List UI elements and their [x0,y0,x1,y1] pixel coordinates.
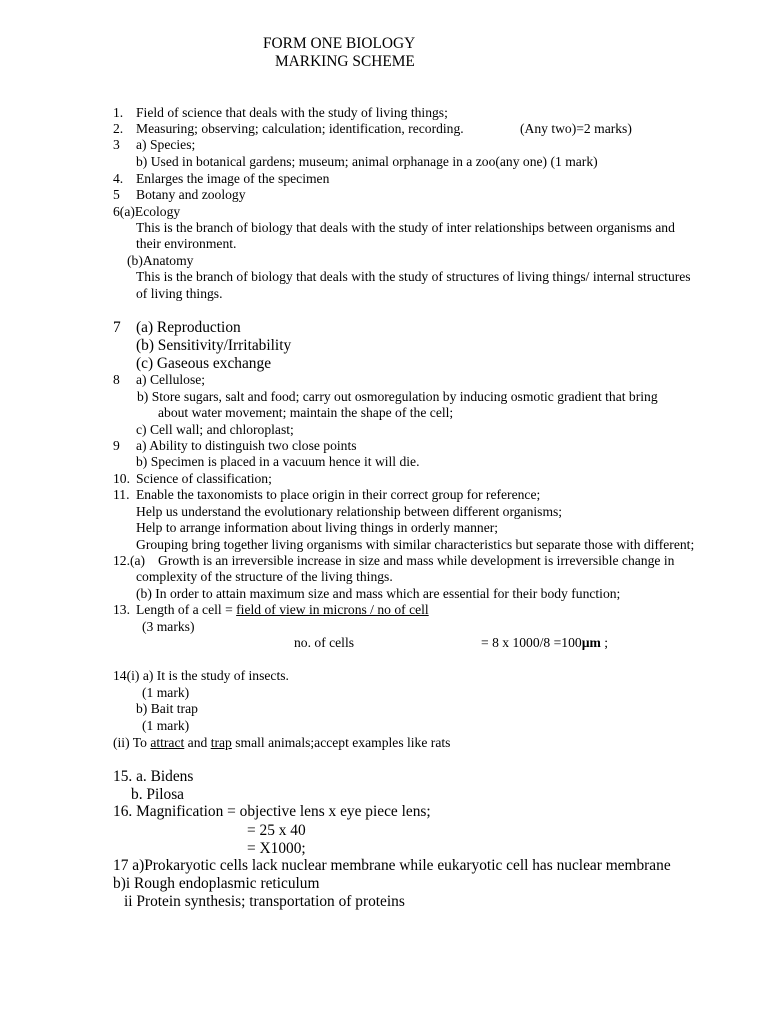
q14i-a-marks: (1 mark) [142,685,190,700]
q13-marks: (3 marks) [142,619,195,634]
q11-answer-line4: Grouping bring together living organisms with similar characteristics but separate those with different; [136,537,695,552]
q5-answer: Botany and zoology [136,187,246,202]
q11-answer-line1: Enable the taxonomists to place origin in their correct group for reference; [136,487,541,502]
q15-answer-a: 15. a. Bidens [113,768,194,785]
q4-number: 4. [113,171,124,186]
q16-answer-line3: = X1000; [247,840,306,857]
q8-answer-b-line2: about water movement; maintain the shape of the cell; [158,405,454,420]
q2-marks-note: (Any two)=2 marks) [520,121,632,136]
q6b-answer-line1: This is the branch of biology that deals with the study of structures of living things/ internal structures [136,269,691,284]
q6a-heading: 6(a)Ecology [113,204,181,219]
q13-answer [136,602,429,618]
q8-answer-c: c) Cell wall; and chloroplast; [136,422,294,437]
q3-answer-b: b) Used in botanical gardens; museum; animal orphanage in a zoo(any one) (1 mark) [136,154,598,169]
page-title: FORM ONE BIOLOGY [263,35,416,52]
q9-answer-b: b) Specimen is placed in a vacuum hence it will die. [136,454,420,469]
q5-number: 5 [113,187,120,202]
q14ii-trap: trap [210,735,232,750]
q7-number: 7 [113,319,121,336]
q7-answer-c: (c) Gaseous exchange [136,355,272,372]
q11-number: 11. [113,487,130,502]
q17-answer-bi: b)i Rough endoplasmic reticulum [113,875,320,892]
page-subtitle: MARKING SCHEME [275,53,415,70]
q14ii-lead: (ii) To [113,735,151,750]
q13-result-unit: µm [581,635,601,650]
q2-number: 2. [113,121,124,136]
q12-answer-a-line1: Growth is an irreversible increase in size and mass while development is irreversible change in [158,553,675,568]
q10-number: 10. [113,471,130,486]
q17-answer-a: 17 a)Prokaryotic cells lack nuclear membrane while eukaryotic cell has nuclear membrane [113,857,671,874]
q9-answer-a: a) Ability to distinguish two close points [136,438,357,453]
q12-answer-a-line2: complexity of the structure of the living things. [136,569,393,584]
q6b-answer-line2: of living things. [136,286,223,301]
q8-number: 8 [113,372,120,387]
q8-answer-b-line1: b) Store sugars, salt and food; carry out osmoregulation by inducing osmotic gradient that bring [137,389,658,404]
q12-answer-b: (b) In order to attain maximum size and mass which are essential for their body function; [136,586,621,601]
q3-number: 3 [113,137,120,152]
q16-answer-line2: = 25 x 40 [247,822,306,839]
q17-answer-bii: ii Protein synthesis; transportation of proteins [124,893,405,910]
q9-number: 9 [113,438,120,453]
q13-lead: Length of a cell = [136,602,237,617]
q10-answer: Science of classification; [136,471,272,486]
q13-number: 13. [113,602,130,617]
q12-number: 12.(a) [113,553,146,568]
q1-answer: Field of science that deals with the study of living things; [136,105,448,120]
q11-answer-line2: Help us understand the evolutionary relationship between different organisms; [136,504,563,519]
q4-answer: Enlarges the image of the specimen [136,171,330,186]
q11-answer-line3: Help to arrange information about living things in orderly manner; [136,520,499,535]
q13-result-end: ; [600,635,609,650]
q14i-b-marks: (1 mark) [142,718,190,733]
q13-result-value: = 8 x 1000/8 =100 [481,635,582,650]
q14ii-and: and [184,735,211,750]
q6a-answer-line2: their environment. [136,236,237,251]
q13-result [481,635,608,651]
q14ii-attract: attract [150,735,185,750]
q16-answer-line1: 16. Magnification = objective lens x eye piece lens; [113,803,431,820]
q14i-answer-b: b) Bait trap [136,701,198,716]
q6a-answer-line1: This is the branch of biology that deals with the study of inter relationships between organisms and [136,220,675,235]
q3-answer-a: a) Species; [136,137,196,152]
q14ii-answer [113,735,450,751]
q7-answer-a: (a) Reproduction [136,319,241,336]
q1-number: 1. [113,105,124,120]
q13-formula: field of view in microns / no of cell [236,602,429,617]
q7-answer-b: (b) Sensitivity/Irritability [136,337,292,354]
q8-answer-a: a) Cellulose; [136,372,206,387]
q14i-answer-a: 14(i) a) It is the study of insects. [113,668,289,683]
q15-answer-b: b. Pilosa [131,786,185,803]
q14ii-tail: small animals;accept examples like rats [231,735,451,750]
q13-denominator: no. of cells [294,635,355,650]
q2-answer: Measuring; observing; calculation; identification, recording. [136,121,464,136]
q6b-heading: (b)Anatomy [127,253,194,268]
